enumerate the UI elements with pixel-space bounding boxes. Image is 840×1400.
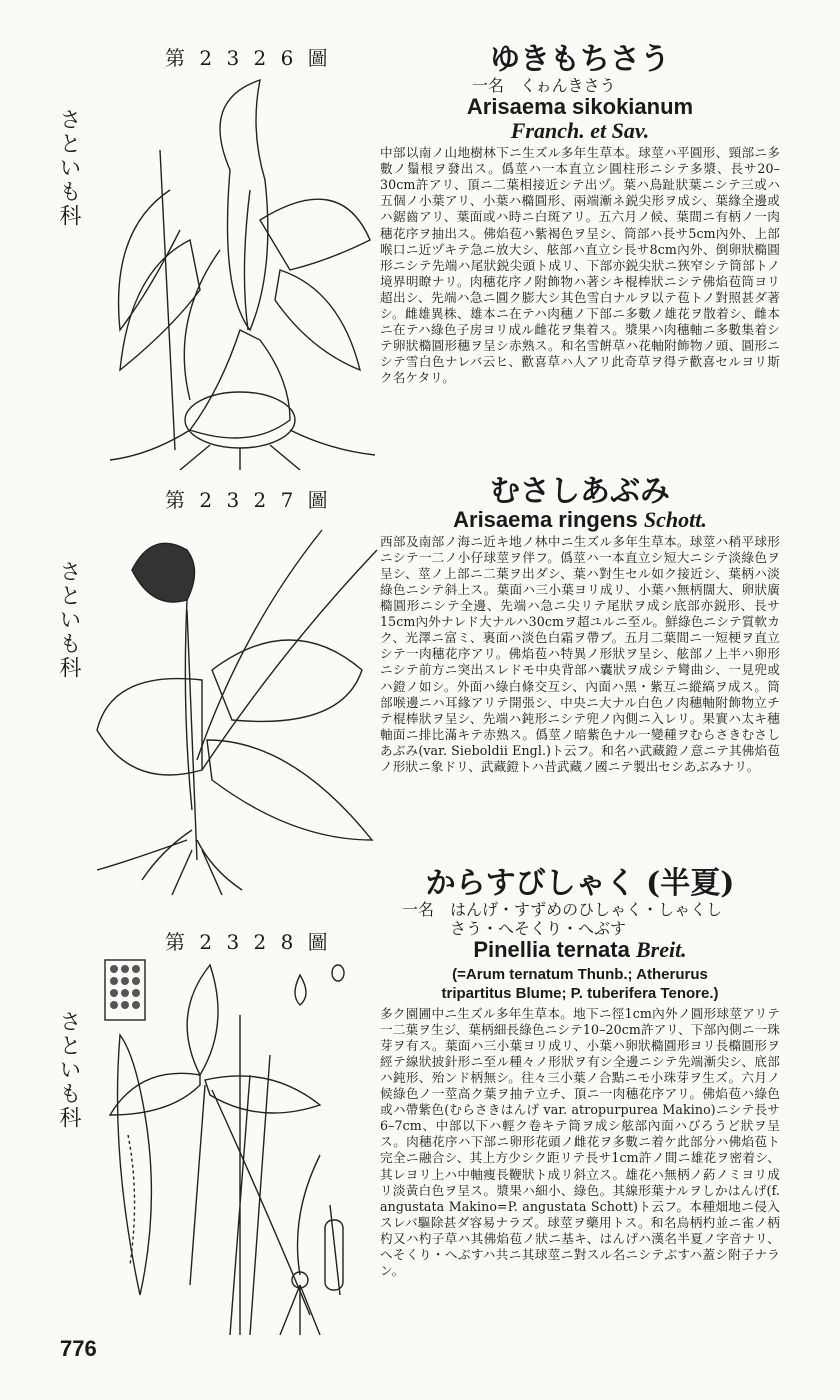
entry-title-jp: からすびしゃく (半夏) [425, 866, 735, 901]
illustration-musashiabumi [92, 510, 380, 895]
description: 中部以南ノ山地樹林下ニ生ズル多年生草本。球莖ハ平圓形、頸部ニ多數ノ鬚根ヲ發出ス。僞莖ハ一本直立シ圓柱形ニシテ多漿、長サ20–30cm許アリ、頂ニ二葉相接近シテ出ヅ。葉ハ鳥趾狀葉ニシテ三或ハ五個ノ小葉アリ、小葉ハ橢圓形、兩端漸ネ鋭尖形ヲ成シ、葉緣全邊或ハ鋸齒アリ、葉面或ハ時ニ白斑アリ。五六月ノ候、葉間ニ有柄ノ一肉穗花序ヲ抽出ス。佛焰苞ハ紫褐色ヲ呈シ、筒部ハ長サ5cm內外、上部喉口ニ近ヅキテ急ニ放大シ、舷部ハ直立シ長サ8cm內外、倒卵狀橢圓形ニシテ先端ハ尾狀鋭尖頭ト成リ、下部亦鋭尖狀ニ狹窄シテ筒部トノ境界明瞭ナリ。肉穗花序ノ附飾物ハ著シキ棍棒狀ニシテ佛焰苞筒ヨリ超出シ、先端ハ急ニ圓ク膨大シ其色雪白ナルヲ以テ苞トノ對照甚ダ著シ。雌雄異株、雄本ニ在テハ肉穗ノ下部ニ多數ノ雄花ヲ散着シ、雌本ニ在テハ綠色子房ヨリ成ル雌花ヲ集着ス。漿果ハ肉穗軸ニ多數集着シテ卵狀橢圓形穗ヲ呈シ赤熟ス。和名雪餠草ハ花軸附飾物ノ頭、圓形ニシテ雪白色ナレバ云ヒ、歡喜草ハ人アリ此奇草ヲ得テ歡喜セルヨリ斯ク名ケタリ。 [380, 145, 780, 386]
page-number: 776 [60, 1336, 97, 1361]
synonym-line-2: tripartitus Blume; P. tuberifera Tenore.) [441, 984, 719, 1002]
figure-label: 第 2 3 2 7 圖 [165, 488, 332, 512]
scientific-name: Arisaema ringens [453, 506, 638, 532]
alternate-name: 一名 はんげ・すずめのひしゃく・しゃくし さう・へそくり・へぶす [402, 899, 723, 938]
scientific-name: Pinellia ternata [473, 936, 630, 962]
illustration-karasubishaku [100, 955, 380, 1335]
scientific-name-line [380, 508, 780, 532]
family-label: さといも科 [56, 108, 81, 228]
entry-yukimochisou [380, 44, 780, 386]
figure-label: 第 2 3 2 6 圖 [165, 46, 332, 70]
description: 西部及南部ノ海ニ近キ地ノ林中ニ生ズル多年生草本。球莖ハ稍平球形ニシテ一二ノ小仔球莖ヲ伴フ。僞莖ハ一本直立シ短大ニシテ淡綠色ヲ呈シ、莖ノ上部ニ二葉ヲ出ダシ、葉ハ對生セル如ク接近シ、葉柄ハ淡綠色ニシテ斜上ス。葉面ハ三小葉ヨリ成リ、小葉ハ無柄闊大、卵狀廣橢圓形ニシテ全邊、先端ハ急ニ尖リテ尾狀ヲ成シ底部亦鋭形、長サ15cm內外ナレド大ナルハ30cmヲ超ユルニ至ル。鮮綠色ニシテ質軟カク、光澤ニ富ミ、裏面ハ淡色白霜ヲ帶ブ。五月二葉間ニ一短梗ヲ直立シテ一肉穗花序アリ。佛焰苞ハ特異ノ形狀ヲ呈シ、舷部ノ上半ハ卵形ニシテ前方ニ突出スレドモ中央背部ハ囊狀ヲ成シテ彎曲シ、一見兜或ハ鐙ノ如シ。外面ハ綠白條交互シ、內面ハ黑・紫互ニ縱縞ヲ成ス。筒部喉邊ニハ耳緣アリテ開張シ、中央ニ大ナル白色ノ肉穗軸附飾物立チテ棍棒狀ヲ呈シ、先端ハ鈍形ニシテ兜ノ內側ニ入レリ。果實ハ太キ穗軸面ニ排比滿キテ赤熟ス。僞莖ノ暗紫色ナル一變種ヲむらさきむさしあぶみ(var. Sieboldii Engl.)ト云フ。和名ハ武藏鐙ノ意ニテ其佛焰苞ノ形狀ニ象ドリ、武藏鐙トハ昔武藏ノ國ニテ製出セシあぶみナリ。 [380, 533, 780, 774]
figure-label: 第 2 3 2 8 圖 [165, 930, 332, 954]
alternate-name: 一名 くゎんきさう [472, 75, 616, 95]
entry-karasubishaku [380, 868, 780, 1279]
author-name: Breit. [635, 936, 687, 962]
family-label: さといも科 [56, 560, 81, 680]
illustration-yukimochisou [90, 70, 380, 470]
entry-musashiabumi [380, 476, 780, 775]
synonym-line-1: (=Arum ternatum Thunb.; Atherurus [452, 966, 708, 984]
scientific-name-line [380, 938, 780, 962]
entry-title-jp: むさしあぶみ [490, 474, 670, 509]
description: 多ク園圃中ニ生ズル多年生草本。地下ニ徑1cm內外ノ圓形球莖アリテ一二葉ヲ生ジ、葉柄細長綠色ニシテ10–20cm許アリ、下部內側ニ一珠芽ヲ有ス。葉面ハ三小葉ヨリ成リ、小葉ハ卵狀橢圓形ヨリ長橢圓形ヲ經テ線狀披針形ニ至ル種々ノ形狀ヲ有シ全邊ニシテ先端漸尖シ、底部ハ鈍形、殆ンド柄無シ。往々三小葉ノ合點ニモ小珠芽ヲ生ズ。六月ノ候綠色ノ一莖高ク葉ヲ抽テ立チ、頂ニ一肉穗花序アリ。佛焰苞ハ綠色或ハ帶紫色(むらさきはんげ var. atropurpurea Makino)ニシテ長サ6–7cm、中部以下ハ輕ク卷キテ筒ヲ成シ舷部內面ハびろうど狀ヲ呈ス。肉穗花序ハ下部ニ卵形花頭ノ雌花ヲ多數ニ着ケ此部分ハ佛焰苞ト完全ニ融合シ、其上方少シク距リテ長サ1cm許ノ間ニ雄花ヲ密着シ、其レヨリ上ハ中軸痩長鞭狀ト成リ斜立ス。雄花ハ無柄ノ葯ノミヨリ成リ淡黃白色ヲ呈ス。漿果ハ細小、綠色。其線形葉ナルヲしかはんげ(f. angustata Makino=P. angustata Schott)ト云フ。本種畑地ニ侵入スレバ驅除甚ダ容易ナラズ。球莖ヲ藥用トス。和名烏柄杓並ニ雀ノ柄杓又ハ杓子草ハ其佛焰苞ノ狀ニ基キ、はんげハ漢名半夏ノ字音ナリ、へそくり・へぶすハ共ニ其球莖ニ對スル名ニシテぶすハ蓋シ附子ナラン。 [380, 1005, 780, 1279]
entry-title-jp: ゆきもちさう [490, 42, 670, 77]
author-name: Schott. [643, 506, 707, 532]
scientific-author [380, 119, 780, 143]
author-name: Franch. et Sav. [510, 117, 650, 143]
family-label: さといも科 [56, 1010, 81, 1130]
scientific-name: Arisaema sikokianum [466, 93, 694, 119]
